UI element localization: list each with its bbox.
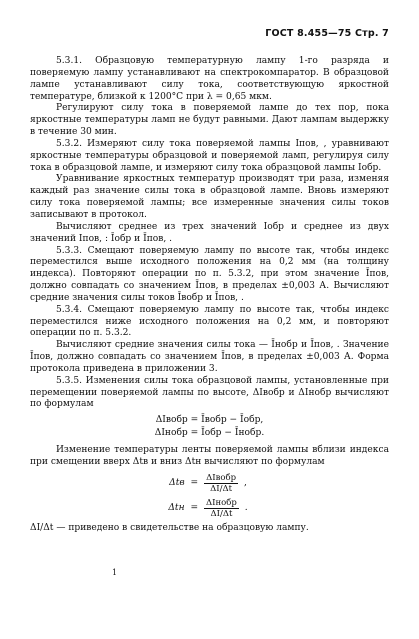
paragraph-temperature: Изменение температуры ленты поверяемой лампы вблизи индекса при смещении вверх Δtв и вниз Δtн вычисляют по формулам <box>30 445 389 468</box>
paragraph-5-3-5: 5.3.5. Изменения силы тока образцовой лампы, установленные при перемещении поверяемой лампы по высоте, ΔIвобр и ΔIнобр вычисляют по формулам <box>30 375 389 410</box>
formula-block <box>30 414 389 439</box>
formula-2: ΔIнобр = Īобр − Īнобр. <box>154 427 265 438</box>
fraction-formula-2 <box>30 498 389 519</box>
denominator: ΔI/Δt <box>210 509 233 519</box>
margin-number: 1 <box>112 568 118 577</box>
equals-sign: = <box>190 502 199 513</box>
fraction <box>204 498 239 519</box>
paragraph-5-3-4: 5.3.4. Смещают поверяемую лампу по высоте так, чтобы индекс переместился ниже исходного положения на 0,2 мм, и повторяют операции по п. 5.3.2. <box>30 304 389 339</box>
numerator: ΔIнобр <box>206 498 237 508</box>
page-header: ГОСТ 8.455—75 Стр. 7 <box>265 28 389 39</box>
formula-lhs: Δtв <box>169 477 185 488</box>
fraction <box>204 473 238 494</box>
paragraph: Регулируют силу тока в поверяемой лампе до тех пор, пока яркостные температуры ламп не будут равными. Дают лампам выдержку в течение 30 мин. <box>30 103 389 138</box>
formula-tail: , <box>243 477 247 488</box>
paragraph-5-3-1: 5.3.1. Образцовую температурную лампу 1-го разряда и поверяемую лампу устанавливают на спектрокомпаратор. В образцовой лампе устанавливают силу тока, соответствующую яркостной температуре, близкой к 1200°С при λ = 0,65 мкм. <box>30 56 389 102</box>
paragraph-5-3-3: 5.3.3. Смещают поверяемую лампу по высоте так, чтобы индекс переместился выше исходного положения на 0,2 мм (на толщину индекса). Повторяют операции по п. 5.3.2, при этом значение Īпов, должно совпадать со значением Īпов, в пределах ±0,003 А. Вычисляют средние значения силы токов Īвобр и Īпов, . <box>30 245 389 303</box>
paragraph-5-3-2: 5.3.2. Измеряют силу тока поверяемой лампы Iпов, , уравнивают яркостные температуры образцовой и поверяемой ламп, регулируя силу тока в образцовой лампе, и измеряют силу тока образцовой лампы Iобр. <box>30 138 389 173</box>
final-line: ΔI/Δt — приведено в свидетельстве на образцовую лампу. <box>30 523 309 533</box>
formula-lhs: Δtн <box>168 502 185 513</box>
formula-tail: . <box>244 502 248 513</box>
formula-1: ΔIвобр = Īвобр − Īобр, <box>155 415 264 426</box>
document-body <box>30 56 389 535</box>
paragraph: Вычисляют среднее из трех значений Iобр и среднее из двух значений Iпов, : Īобр и Īпов, . <box>30 221 389 244</box>
paragraph: Уравнивание яркостных температур производят три раза, изменяя каждый раз значение силы тока в образцовой лампе. Вновь измеряют силу тока поверяемой лампы; все измеренные значения силы токов записывают в протокол. <box>30 174 389 220</box>
denominator: ΔI/Δt <box>210 484 233 494</box>
numerator: ΔIвобр <box>206 473 237 483</box>
paragraph: Вычисляют средние значения силы тока — Īнобр и Īпов, . Значение Īпов, должно совпадать со значением Īпов, в пределах ±0,003 А. Форма протокола приведена в приложении 3. <box>30 340 389 374</box>
fraction-formula-1 <box>30 473 389 494</box>
equals-sign: = <box>190 477 199 488</box>
